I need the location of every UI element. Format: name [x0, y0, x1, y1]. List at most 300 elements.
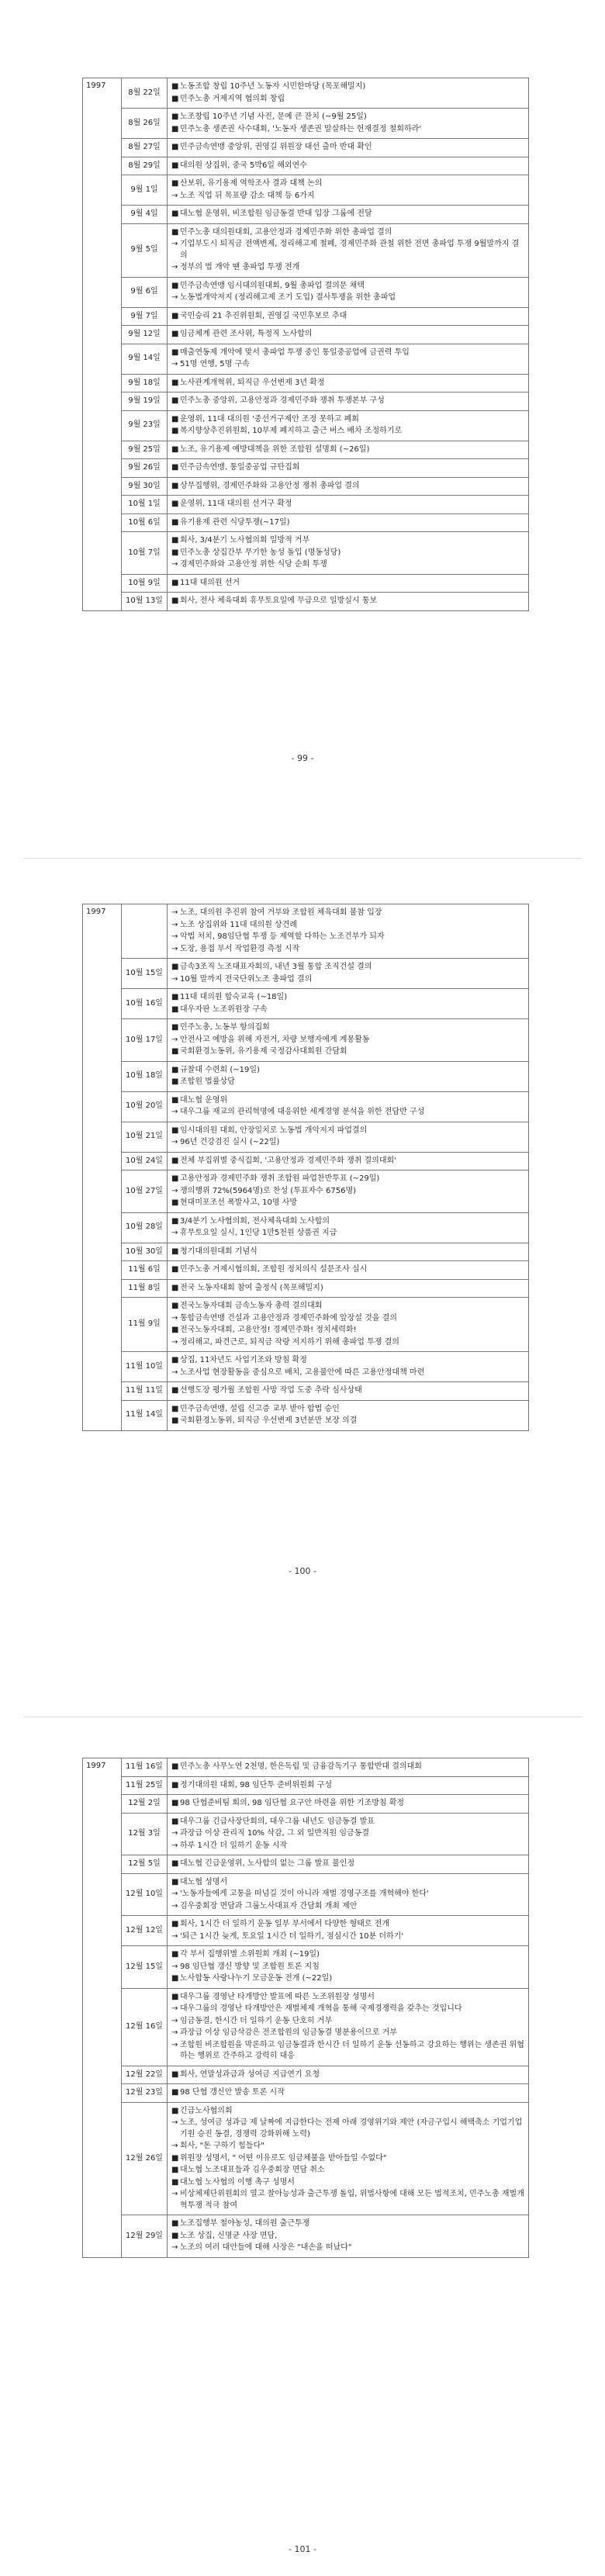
event-cell: [168, 175, 529, 206]
arrow-right-icon: →: [171, 908, 178, 917]
bullet-square-icon: ■: [171, 1780, 179, 1789]
event-row: [83, 459, 529, 478]
event-row: [83, 157, 529, 175]
event-cell: [168, 277, 529, 307]
event-line: [171, 81, 524, 93]
event-line: [171, 2040, 524, 2063]
event-text: 하루 1시간 더 일하기 운동 시작: [180, 1841, 288, 1850]
event-row: [83, 1152, 529, 1170]
event-text: 대노협 운영위, 비조합원 임금동결 반대 입장 그룹에 전달: [180, 209, 372, 218]
event-cell: [168, 157, 529, 175]
bullet-square-icon: ■: [171, 1416, 179, 1425]
event-line: [171, 414, 524, 426]
event-text: 98 임단협 갱신 방향 및 조합원 토론 지침: [180, 1962, 320, 1971]
arrow-right-icon: →: [171, 360, 178, 368]
event-row: [83, 1061, 529, 1091]
event-row: [83, 1855, 529, 1874]
event-cell: [168, 374, 529, 392]
bullet-square-icon: ■: [171, 2153, 179, 2163]
event-cell: [168, 1400, 529, 1430]
event-text: 김우중회장 면담과 그룹노사대표자 간담회 개최 제안: [180, 1901, 358, 1910]
date-cell: 9월 1일: [122, 175, 168, 206]
event-line: [171, 1313, 524, 1325]
event-line: [171, 2242, 524, 2254]
event-row: [83, 277, 529, 307]
event-line: [171, 1931, 524, 1943]
event-line: [171, 2231, 524, 2242]
event-text: 전국노동자대회, 고용안정! 경제민주화! 정치세력화!: [180, 1326, 357, 1334]
arrow-right-icon: →: [171, 920, 178, 929]
event-line: [171, 1186, 524, 1198]
event-line: [171, 2165, 524, 2177]
event-line: [171, 2189, 524, 2211]
bullet-square-icon: ■: [171, 1174, 179, 1183]
event-line: [171, 1798, 524, 1810]
event-cell: [168, 904, 529, 959]
page-100: [0, 859, 605, 1717]
event-text: 민주노총 중앙위, 고용안정과 경제민주화 쟁취 투쟁본부 구성: [180, 396, 385, 405]
event-line: [171, 1107, 524, 1119]
event-text: 민주노총 거제시협의회, 조합원 정치의식 설문조사 실시: [180, 1265, 368, 1274]
bullet-square-icon: ■: [171, 1047, 179, 1056]
event-line: [171, 1919, 524, 1931]
bullet-square-icon: ■: [171, 1004, 179, 1014]
event-row: [83, 223, 529, 277]
event-text: 과장급 이상 관리직 10% 삭감, 그 외 일반직원 임금동결: [180, 1829, 370, 1838]
event-line: [171, 932, 524, 943]
event-line: [171, 2028, 524, 2039]
bullet-square-icon: ■: [171, 2231, 179, 2240]
event-row: [83, 2215, 529, 2258]
event-cell: [168, 1298, 529, 1352]
event-text: 노조, 대의원 추진위 참여 거부와 조합원 체육대회 불참 입장: [180, 908, 382, 917]
event-line: [171, 1817, 524, 1828]
bullet-square-icon: ■: [171, 1077, 179, 1086]
bullet-square-icon: ■: [171, 548, 179, 557]
event-text: 대노협 운영위: [180, 1095, 228, 1105]
event-text: 임금동결, 한시간 더 일하기 운동 단호히 거부: [180, 2016, 333, 2025]
bullet-square-icon: ■: [171, 94, 179, 103]
event-text: 민주노총, 노동부 항의집회: [180, 1023, 270, 1032]
date-cell: 10월 13일: [122, 593, 168, 611]
event-text: 규찰대 수련회 (~19일): [180, 1065, 260, 1074]
bullet-square-icon: ■: [171, 1265, 179, 1274]
event-cell: [168, 441, 529, 459]
event-text: 대의원 상집위, 중국 5박6일 해외연수: [180, 161, 307, 170]
event-text: 민주노총 거제지역 협의회 창립: [180, 94, 285, 103]
arrow-right-icon: →: [171, 1841, 178, 1850]
event-cell: [168, 1279, 529, 1298]
event-row: [83, 1352, 529, 1382]
event-line: [171, 559, 524, 571]
event-cell: [168, 344, 529, 374]
bullet-square-icon: ■: [171, 1302, 179, 1310]
event-text: 98 단협준비팀 회의, 98 임단협 요구안 마련을 위한 기조방침 확정: [180, 1799, 405, 1807]
event-text: 대우그룹의 경영난 타개방안은 재벌체제 개혁을 통해 국제경쟁력을 갖추는 것입니다: [180, 2004, 462, 2013]
event-text: 노조, 유기용제 예방대책을 위한 조합원 설명회 (~26일): [180, 444, 370, 454]
date-cell: 10월 21일: [122, 1122, 168, 1152]
event-line: [171, 1228, 524, 1240]
arrow-right-icon: →: [171, 2142, 178, 2150]
event-text: 98 단협 갱신안 발송 토론 시작: [180, 2088, 285, 2097]
date-cell: 10월 15일: [122, 959, 168, 989]
bullet-square-icon: ■: [171, 2088, 179, 2097]
event-line: [171, 535, 524, 547]
bullet-square-icon: ■: [171, 1817, 179, 1826]
chronology-table: [82, 1758, 529, 2258]
event-line: [171, 992, 524, 1004]
event-row: [83, 344, 529, 374]
date-cell: 10월 17일: [122, 1019, 168, 1062]
event-text: 민주금속연맹 임시대의원대회, 9월 총파업 결의문 채택: [180, 281, 365, 290]
event-text: 전체 부집위별 중식집회, '고용안정과 경제민주화 쟁취 결의대회': [180, 1156, 396, 1165]
date-cell: 9월 26일: [122, 459, 168, 478]
event-text: 상무집행위, 경제민주화와 고용안정 쟁취 총파업 결의: [180, 481, 360, 490]
event-line: [171, 2153, 524, 2165]
arrow-right-icon: →: [171, 2118, 178, 2127]
event-line: [171, 1877, 524, 1889]
arrow-right-icon: →: [171, 1829, 178, 1838]
arrow-right-icon: →: [171, 2028, 178, 2037]
bullet-square-icon: ■: [171, 348, 179, 357]
date-cell: 11월 25일: [122, 1776, 168, 1795]
arrow-right-icon: →: [171, 974, 178, 984]
date-cell: 12월 26일: [122, 2102, 168, 2215]
event-line: [171, 1125, 524, 1137]
arrow-right-icon: →: [171, 191, 178, 200]
event-text: 비상체제단위원회의 열고 찰아능성과 출근투쟁 돌입, 위법사항에 대해 모든 법적조치, 민주노총 재벌개혁투쟁 적극 참여: [180, 2190, 524, 2210]
event-line: [171, 1174, 524, 1185]
event-line: [171, 1780, 524, 1792]
event-row: [83, 1916, 529, 1946]
year-cell: 1997: [83, 1758, 122, 2258]
event-line: [171, 596, 524, 607]
event-text: 현대미포조선 폭발사고, 10명 사망: [180, 1198, 298, 1207]
date-cell: 11월 8일: [122, 1279, 168, 1298]
event-line: [171, 2218, 524, 2230]
date-cell: 10월 20일: [122, 1091, 168, 1122]
date-cell: 10월 9일: [122, 574, 168, 593]
bullet-square-icon: ■: [171, 444, 179, 454]
event-text: 청기대의원대회 기념식: [180, 1247, 258, 1256]
date-cell: 10월 30일: [122, 1243, 168, 1261]
event-line: [171, 124, 524, 136]
event-line: [171, 1962, 524, 1973]
date-cell: 11월 6일: [122, 1261, 168, 1280]
arrow-right-icon: →: [171, 1313, 178, 1323]
event-text: 유기용제 관련 식당투쟁(~17일): [180, 517, 290, 527]
arrow-right-icon: →: [171, 1229, 178, 1237]
event-text: 악법 처치, 98임단협 투쟁 등 제역할 다하는 노조건부가 되자: [180, 932, 385, 941]
bullet-square-icon: ■: [171, 1356, 179, 1364]
event-row: [83, 1122, 529, 1152]
event-line: [171, 578, 524, 590]
event-text: 위원장 성명서, " 어떤 이유로도 임금체불을 받아들일 수없다": [180, 2153, 387, 2163]
bullet-square-icon: ■: [171, 1216, 179, 1226]
bullet-square-icon: ■: [171, 112, 179, 121]
event-text: 민주노총 생존권 사수대회, '노동자 생존권 말살하는 헌재결정 철회하라': [180, 124, 422, 133]
bullet-square-icon: ■: [171, 2069, 179, 2079]
event-text: 각 부서 집행위별 소위원회 개최 (~19일): [180, 1950, 320, 1959]
event-line: [171, 499, 524, 510]
event-row: [83, 1382, 529, 1401]
event-text: 임금체계 관련 조사위, 특정직 노사합의: [180, 330, 313, 338]
event-row: [83, 574, 529, 593]
event-row: [83, 904, 529, 959]
page-99: [0, 0, 605, 859]
event-line: [171, 1828, 524, 1840]
event-cell: [168, 2102, 529, 2215]
event-cell: [168, 1061, 529, 1091]
event-text: 노조 직업 뒤 목표량 감소 대책 등 6가지: [180, 191, 315, 200]
event-text: 운영위, 11대 대의원 선거구 확정: [180, 500, 292, 508]
event-line: [171, 2141, 524, 2152]
arrow-right-icon: →: [171, 1931, 178, 1941]
date-cell: [122, 904, 168, 959]
event-cell: [168, 307, 529, 326]
event-cell: [168, 1243, 529, 1261]
event-text: 휴무토요일 실시, 1인당 1만5천원 상품권 지급: [180, 1229, 337, 1237]
event-text: 민주노총 사무노연 2천명, 한은독립 및 금융감독기구 통합반대 결의대회: [180, 1762, 422, 1771]
event-cell: [168, 574, 529, 593]
event-row: [83, 2102, 529, 2215]
event-row: [83, 593, 529, 611]
event-text: 회사, "돈 구하기 힘들다": [180, 2142, 264, 2150]
event-text: 조합원 법률상담: [180, 1077, 235, 1086]
event-text: 상집, 11차년도 사업기조와 방침 확정: [180, 1356, 307, 1364]
event-text: '퇴근 1시간 늦게, 토요일 1시간 더 일하기, 점심시간 10분 더하기': [180, 1931, 404, 1941]
event-line: [171, 191, 524, 202]
bullet-square-icon: ■: [171, 1198, 179, 1207]
event-row: [83, 139, 529, 157]
date-cell: 12월 16일: [122, 1988, 168, 2066]
event-line: [171, 1949, 524, 1961]
event-line: [171, 1973, 524, 1985]
event-line: [171, 1065, 524, 1077]
date-cell: 8월 29일: [122, 157, 168, 175]
event-row: [83, 1776, 529, 1795]
event-text: 통합금속연맹 건설과 고용안정과 경제민주화에 앞장설 것을 결의: [180, 1313, 397, 1323]
event-row: [83, 1019, 529, 1062]
event-text: 민주노총 대의원대회, 고용안정과 경제민주화 위한 총파업 결의: [180, 227, 392, 237]
event-line: [171, 2118, 524, 2140]
event-row: [83, 1170, 529, 1213]
event-line: [171, 1198, 524, 1209]
event-line: [171, 1264, 524, 1276]
arrow-right-icon: →: [171, 240, 178, 248]
bullet-square-icon: ■: [171, 281, 179, 290]
bullet-square-icon: ■: [171, 578, 179, 587]
bullet-square-icon: ■: [171, 1762, 179, 1771]
event-cell: [168, 2066, 529, 2084]
arrow-right-icon: →: [171, 1138, 178, 1146]
page-number: - 99 -: [291, 753, 314, 763]
bullet-square-icon: ■: [171, 82, 179, 91]
event-text: 긴급노사협의회: [180, 2106, 233, 2115]
event-row: [83, 441, 529, 459]
event-row: [83, 2066, 529, 2084]
event-text: 기업부도시 퇴직금 전액변제, 정리해고제 철폐, 경제민주화 관철 위한 전면 총파업 투쟁 9월말까지 결의: [180, 240, 520, 260]
bullet-square-icon: ■: [171, 517, 179, 527]
event-row: [83, 1279, 529, 1298]
bullet-square-icon: ■: [171, 1065, 179, 1074]
event-text: 노조의 여러 대안들에 대해 사장은 "내손을 떠났다": [180, 2243, 352, 2252]
arrow-right-icon: →: [171, 2040, 178, 2049]
bullet-square-icon: ■: [171, 227, 179, 237]
bullet-square-icon: ■: [171, 481, 179, 490]
event-line: [171, 1404, 524, 1416]
event-text: 운영위, 11대 대의원 '중선거구제안 조정 못하고 폐회: [180, 414, 359, 424]
bullet-square-icon: ■: [171, 1992, 179, 2001]
event-row: [83, 513, 529, 532]
arrow-right-icon: →: [171, 1035, 178, 1044]
event-line: [171, 1337, 524, 1349]
arrow-right-icon: →: [171, 2190, 178, 2198]
event-cell: [168, 1776, 529, 1795]
event-cell: [168, 326, 529, 344]
date-cell: 12월 2일: [122, 1795, 168, 1814]
event-line: [171, 1077, 524, 1088]
date-cell: 10월 28일: [122, 1212, 168, 1243]
event-text: '노동자들에게 고통을 떠넘길 것이 아니라 재벌 경영구조를 개혁해야 한다': [180, 1890, 429, 1898]
event-line: [171, 1283, 524, 1295]
bullet-square-icon: ■: [171, 1386, 179, 1395]
event-text: 매출연동제 개악에 맞서 총파업 투쟁 중인 통일중공업에 금권력 투입: [180, 348, 410, 357]
event-line: [171, 1247, 524, 1258]
event-line: [171, 348, 524, 359]
event-line: [171, 1137, 524, 1149]
event-row: [83, 477, 529, 496]
event-row: [83, 1813, 529, 1855]
event-line: [171, 944, 524, 956]
event-text: 10월 말까지 전국단위노조 총파업 결의: [180, 974, 313, 984]
bullet-square-icon: ■: [171, 1404, 179, 1413]
bullet-square-icon: ■: [171, 596, 179, 605]
event-line: [171, 1859, 524, 1870]
arrow-right-icon: →: [171, 932, 178, 941]
arrow-right-icon: →: [171, 263, 178, 271]
page-101: [0, 1717, 605, 2576]
event-line: [171, 1368, 524, 1379]
event-row: [83, 1298, 529, 1352]
event-line: [171, 920, 524, 932]
event-text: 대우자판 노조위원장 구속: [180, 1004, 268, 1014]
event-line: [171, 2016, 524, 2028]
event-cell: [168, 1916, 529, 1946]
event-line: [171, 112, 524, 123]
event-row: [83, 1758, 529, 1777]
event-text: 대우그룹 재교의 관리혁명에 대응위한 세계경영 분석을 위한 전담반 구성: [180, 1108, 425, 1116]
event-text: 11대 대의원 합숙교육 (~18일): [180, 993, 288, 1001]
event-line: [171, 94, 524, 105]
event-cell: [168, 989, 529, 1019]
event-line: [171, 1416, 524, 1427]
event-line: [171, 444, 524, 456]
event-line: [171, 462, 524, 474]
bullet-square-icon: ■: [171, 1920, 179, 1928]
event-row: [83, 1212, 529, 1243]
event-text: 산보위, 유기용제 역학조사 결과 대책 논의: [180, 179, 323, 188]
bullet-square-icon: ■: [171, 124, 179, 133]
event-text: 대노협 긴급운영위, 노사합의 없는 그룹 발표 불인정: [180, 1859, 355, 1868]
bullet-square-icon: ■: [171, 311, 179, 320]
event-line: [171, 517, 524, 529]
event-line: [171, 292, 524, 304]
event-cell: [168, 410, 529, 441]
event-text: 96년 건강검진 실시 (~22일): [180, 1138, 280, 1146]
event-text: 민주금속연맹, 통일중공업 규탄집회: [180, 463, 300, 472]
event-cell: [168, 139, 529, 157]
event-text: 노조창립 10주년 기념 사진, 문예 큰 잔치 (~9월 25일): [180, 112, 367, 121]
event-row: [83, 78, 529, 109]
date-cell: 10월 6일: [122, 513, 168, 532]
event-line: [171, 1889, 524, 1900]
event-text: 안전사고 예방을 위해 자전거, 차량 보행자에게 계몽활동: [180, 1035, 370, 1044]
date-cell: 11월 10일: [122, 1352, 168, 1382]
bullet-square-icon: ■: [171, 414, 179, 424]
page-number: - 101 -: [289, 2544, 316, 2554]
date-cell: 9월 30일: [122, 477, 168, 496]
date-cell: 9월 23일: [122, 410, 168, 441]
event-line: [171, 378, 524, 389]
event-line: [171, 1004, 524, 1016]
event-cell: [168, 2215, 529, 2258]
date-cell: 12월 23일: [122, 2084, 168, 2103]
date-cell: 11월 9일: [122, 1298, 168, 1352]
arrow-right-icon: →: [171, 1337, 178, 1347]
event-cell: [168, 1813, 529, 1855]
event-line: [171, 329, 524, 341]
bullet-square-icon: ■: [171, 1023, 179, 1032]
event-text: 노조 상집위와 11대 대의원 상견례: [180, 920, 298, 929]
event-line: [171, 481, 524, 493]
date-cell: 9월 4일: [122, 206, 168, 224]
event-line: [171, 548, 524, 559]
bullet-square-icon: ■: [171, 1859, 179, 1868]
event-row: [83, 989, 529, 1019]
date-cell: 10월 1일: [122, 496, 168, 514]
date-cell: 11월 16일: [122, 1758, 168, 1777]
date-cell: 9월 25일: [122, 441, 168, 459]
event-cell: [168, 1855, 529, 1874]
arrow-right-icon: →: [171, 1368, 178, 1377]
event-line: [171, 2106, 524, 2118]
event-row: [83, 175, 529, 206]
event-text: 정리해고, 파견근로, 퇴직금 작량 저지하기 위해 총파업 투쟁 결의: [180, 1337, 399, 1347]
event-text: 11대 대의원 선거: [180, 578, 240, 587]
arrow-right-icon: →: [171, 2016, 178, 2025]
event-line: [171, 1216, 524, 1228]
event-line: [171, 1841, 524, 1852]
event-cell: [168, 1873, 529, 1916]
event-cell: [168, 496, 529, 514]
event-cell: [168, 1091, 529, 1122]
arrow-right-icon: →: [171, 2004, 178, 2013]
event-cell: [168, 1212, 529, 1243]
event-row: [83, 496, 529, 514]
bullet-square-icon: ■: [171, 1799, 179, 1807]
bullet-square-icon: ■: [171, 143, 179, 151]
bullet-square-icon: ■: [171, 1283, 179, 1292]
event-line: [171, 1762, 524, 1773]
event-text: 노조집행부 철야농성, 대의원 출근투쟁: [180, 2219, 310, 2228]
event-row: [83, 532, 529, 575]
bullet-square-icon: ■: [171, 463, 179, 472]
bullet-square-icon: ■: [171, 2166, 179, 2174]
event-text: 쟁의행위 72%(5964명)로 찬성 (투표자수 6756명): [180, 1186, 357, 1195]
event-row: [83, 1873, 529, 1916]
arrow-right-icon: →: [171, 293, 178, 302]
